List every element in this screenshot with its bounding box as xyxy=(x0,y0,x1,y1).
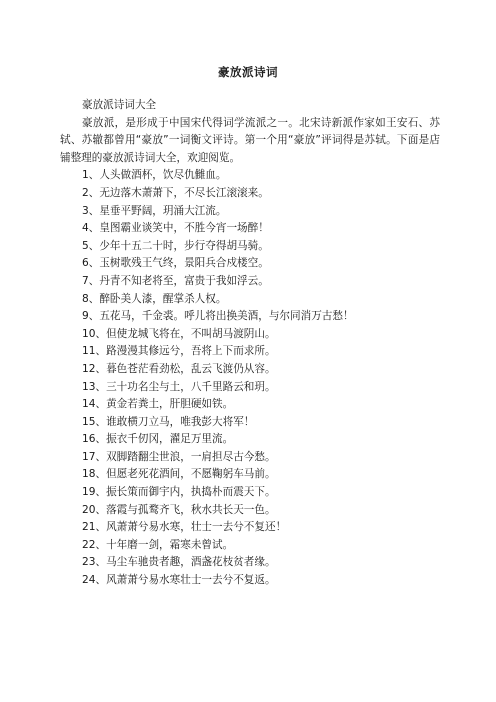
poem-list xyxy=(60,167,440,589)
document-body xyxy=(60,97,440,590)
poem-line: 14、黄金若粪土，肝胆硬如铁。 xyxy=(82,398,234,411)
poem-line: 23、马尘车驰贵者趣，酒盏花枝贫者缘。 xyxy=(82,556,276,569)
poem-line: 13、三十功名尘与土，八千里路云和玥。 xyxy=(82,380,276,393)
poem-line: 16、振衣千仞冈，濯足万里流。 xyxy=(82,433,234,446)
poem-line: 9、五花马，千金裘。呼儿将出换美酒，与尔同消万古愁！ xyxy=(82,310,354,323)
poem-line: 19、振长策而御宇内，执捣朴而震天下。 xyxy=(82,486,276,499)
poem-line: 8、醉卧美人漆，醒掌杀人权。 xyxy=(82,292,227,305)
intro-paragraph: 豪放派，是形成于中国宋代得词学流派之一。北宋诗新派作家如王安石、苏轼、苏辙都曾用“豪放”一词衡文评诗。第一个用“豪放”评词得是苏轼。下面是店铺整理的豪放派诗词大全，欢迎阅览。 xyxy=(60,116,440,164)
poem-line: 5、少年十五二十时，步行夺得胡马骑。 xyxy=(82,239,269,252)
poem-line: 7、丹青不知老将至，富贵于我如浮云。 xyxy=(82,274,269,287)
poem-line: 21、风萧萧兮易水寒，壮士一去兮不复还！ xyxy=(82,521,287,534)
poem-line: 6、玉树歌残王气终，景阳兵合戍楼空。 xyxy=(82,257,269,270)
poem-line: 22、十年磨一剑，霜寒未曾试。 xyxy=(82,538,234,551)
poem-line: 12、暮色苍茫看劲松，乱云飞渡仍从容。 xyxy=(82,362,276,375)
poem-line: 2、无边落木萧萧下，不尽长江滚滚来。 xyxy=(82,186,269,199)
poem-line: 11、路漫漫其修远兮，吾将上下而求所。 xyxy=(82,345,276,358)
poem-line: 20、落霞与孤鹜齐飞，秋水共长天一色。 xyxy=(82,503,276,516)
poem-line: 15、谁敢横刀立马，唯我彭大将军！ xyxy=(82,415,255,428)
poem-line: 24、风萧萧兮易水寒壮士一去兮不复返。 xyxy=(82,574,276,587)
poem-line: 3、星垂平野阔，玥涌大江流。 xyxy=(82,204,227,217)
document-title: 豪放派诗词 xyxy=(218,65,278,79)
poem-line: 10、但使龙城飞将在，不叫胡马渡阴山。 xyxy=(82,327,276,340)
section-heading: 豪放派诗词大全 xyxy=(82,99,157,111)
poem-line: 4、皇图霸业谈笑中，不胜今宵一场醉！ xyxy=(82,222,269,235)
poem-line: 17、双脚踏翻尘世浪，一肩担尽古今愁。 xyxy=(82,450,276,463)
poem-line: 18、但愿老死花酒间，不愿鞠躬车马前。 xyxy=(82,468,276,481)
poem-line: 1、人头做酒杯，饮尽仇雠血。 xyxy=(82,169,227,182)
